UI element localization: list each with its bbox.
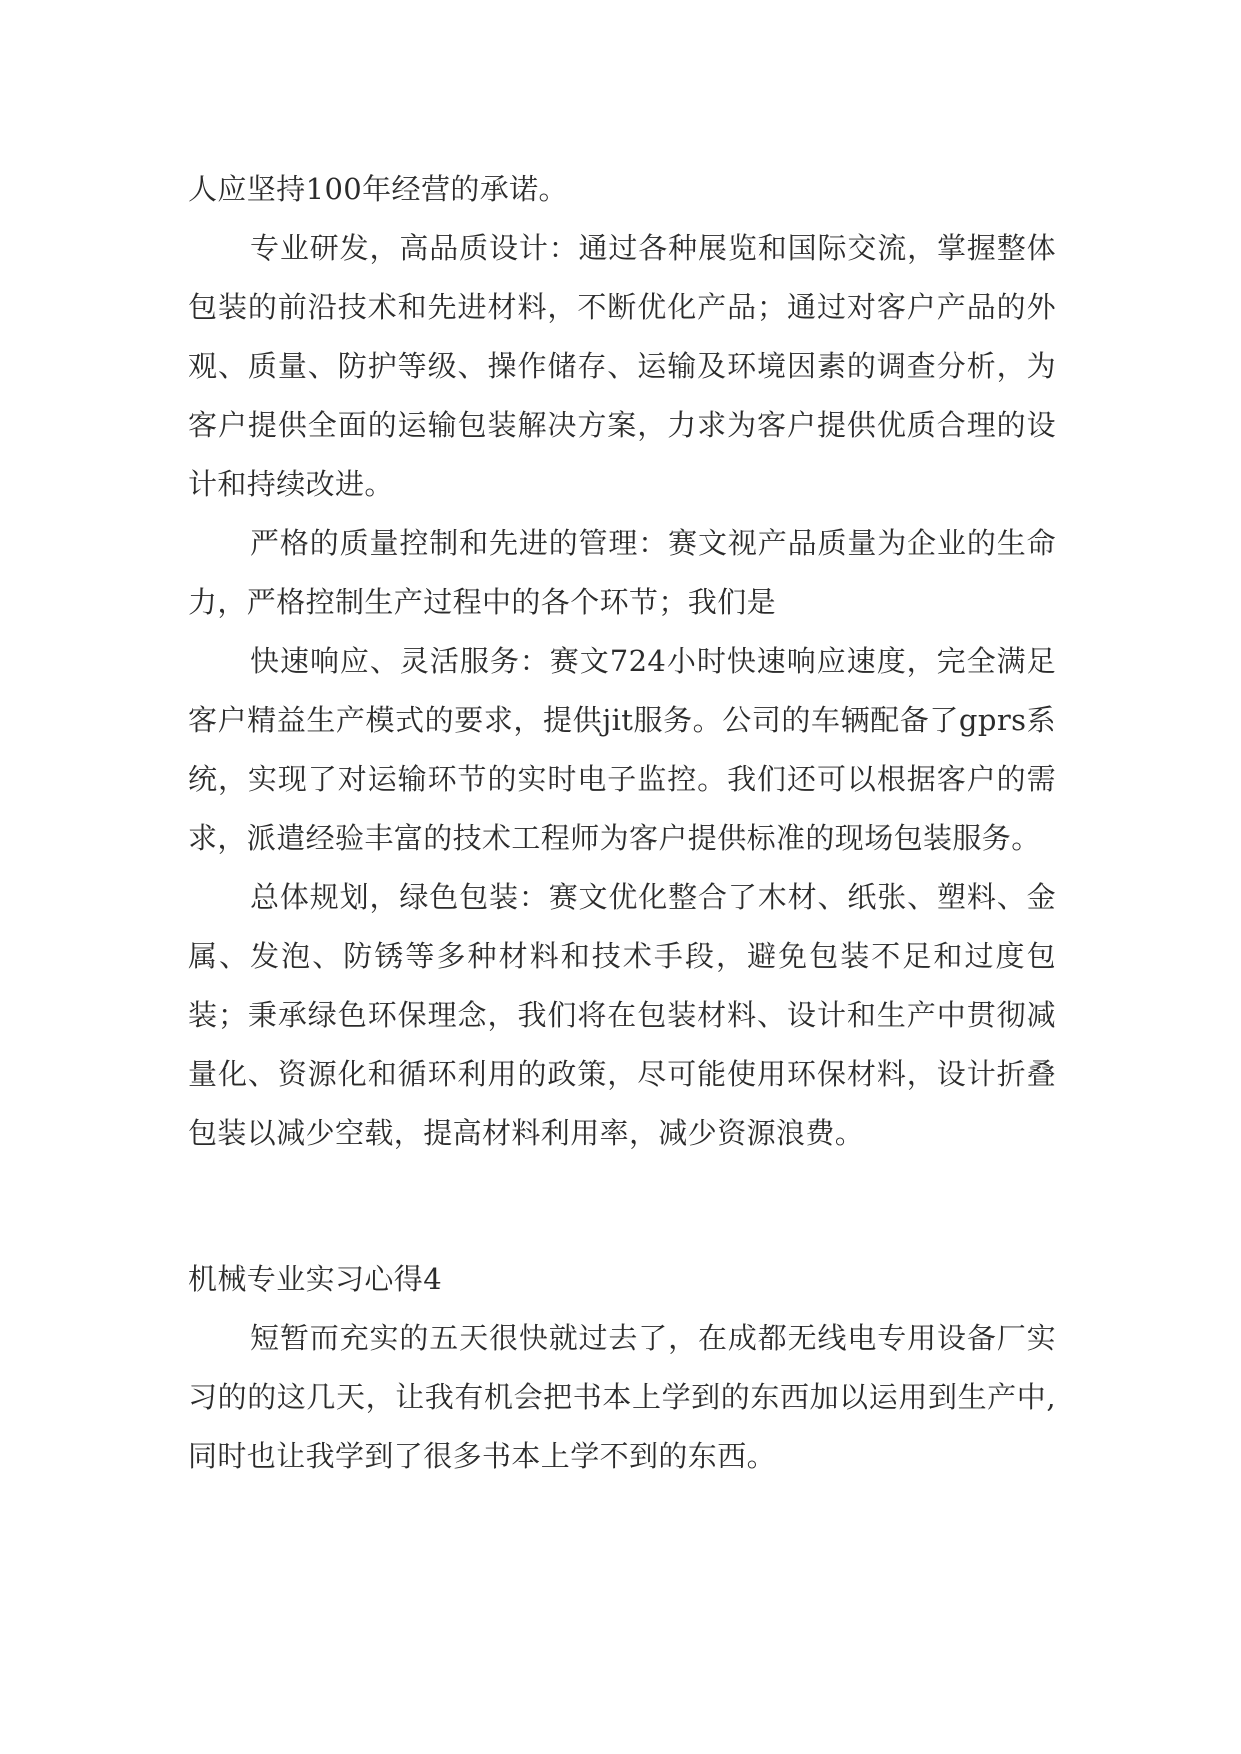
paragraph-4: 快速响应、灵活服务：赛文724小时快速响应速度，完全满足客户精益生产模式的要求，提供jit服务。公司的车辆配备了gprs系统，实现了对运输环节的实时电子监控。我们还可以根据客户的需求，派遣经验丰富的技术工程师为客户提供标准的现场包装服务。 (188, 644, 1056, 855)
document-body (188, 160, 1056, 1486)
paragraph-5: 总体规划，绿色包装：赛文优化整合了木材、纸张、塑料、金属、发泡、防锈等多种材料和技术手段，避免包装不足和过度包装；秉承绿色环保理念，我们将在包装材料、设计和生产中贯彻减量化、资源化和循环利用的政策，尽可能使用环保材料，设计折叠包装以减少空载，提高材料利用率，减少资源浪费。 (188, 880, 1056, 1150)
paragraph-3: 严格的质量控制和先进的管理：赛文视产品质量为企业的生命力，严格控制生产过程中的各个环节；我们是 (188, 526, 1056, 619)
paragraph-2: 专业研发，高品质设计：通过各种展览和国际交流，掌握整体包装的前沿技术和先进材料，不断优化产品；通过对客户产品的外观、质量、防护等级、操作储存、运输及环境因素的调查分析，为客户提供全面的运输包装解决方案，力求为客户提供优质合理的设计和持续改进。 (188, 231, 1056, 501)
section-heading: 机械专业实习心得4 (188, 1262, 443, 1296)
paragraph-6: 短暂而充实的五天很快就过去了，在成都无线电专用设备厂实习的的这几天，让我有机会把书本上学到的东西加以运用到生产中,同时也让我学到了很多书本上学不到的东西。 (188, 1321, 1056, 1473)
paragraph-1: 人应坚持100年经营的承诺。 (188, 172, 568, 206)
